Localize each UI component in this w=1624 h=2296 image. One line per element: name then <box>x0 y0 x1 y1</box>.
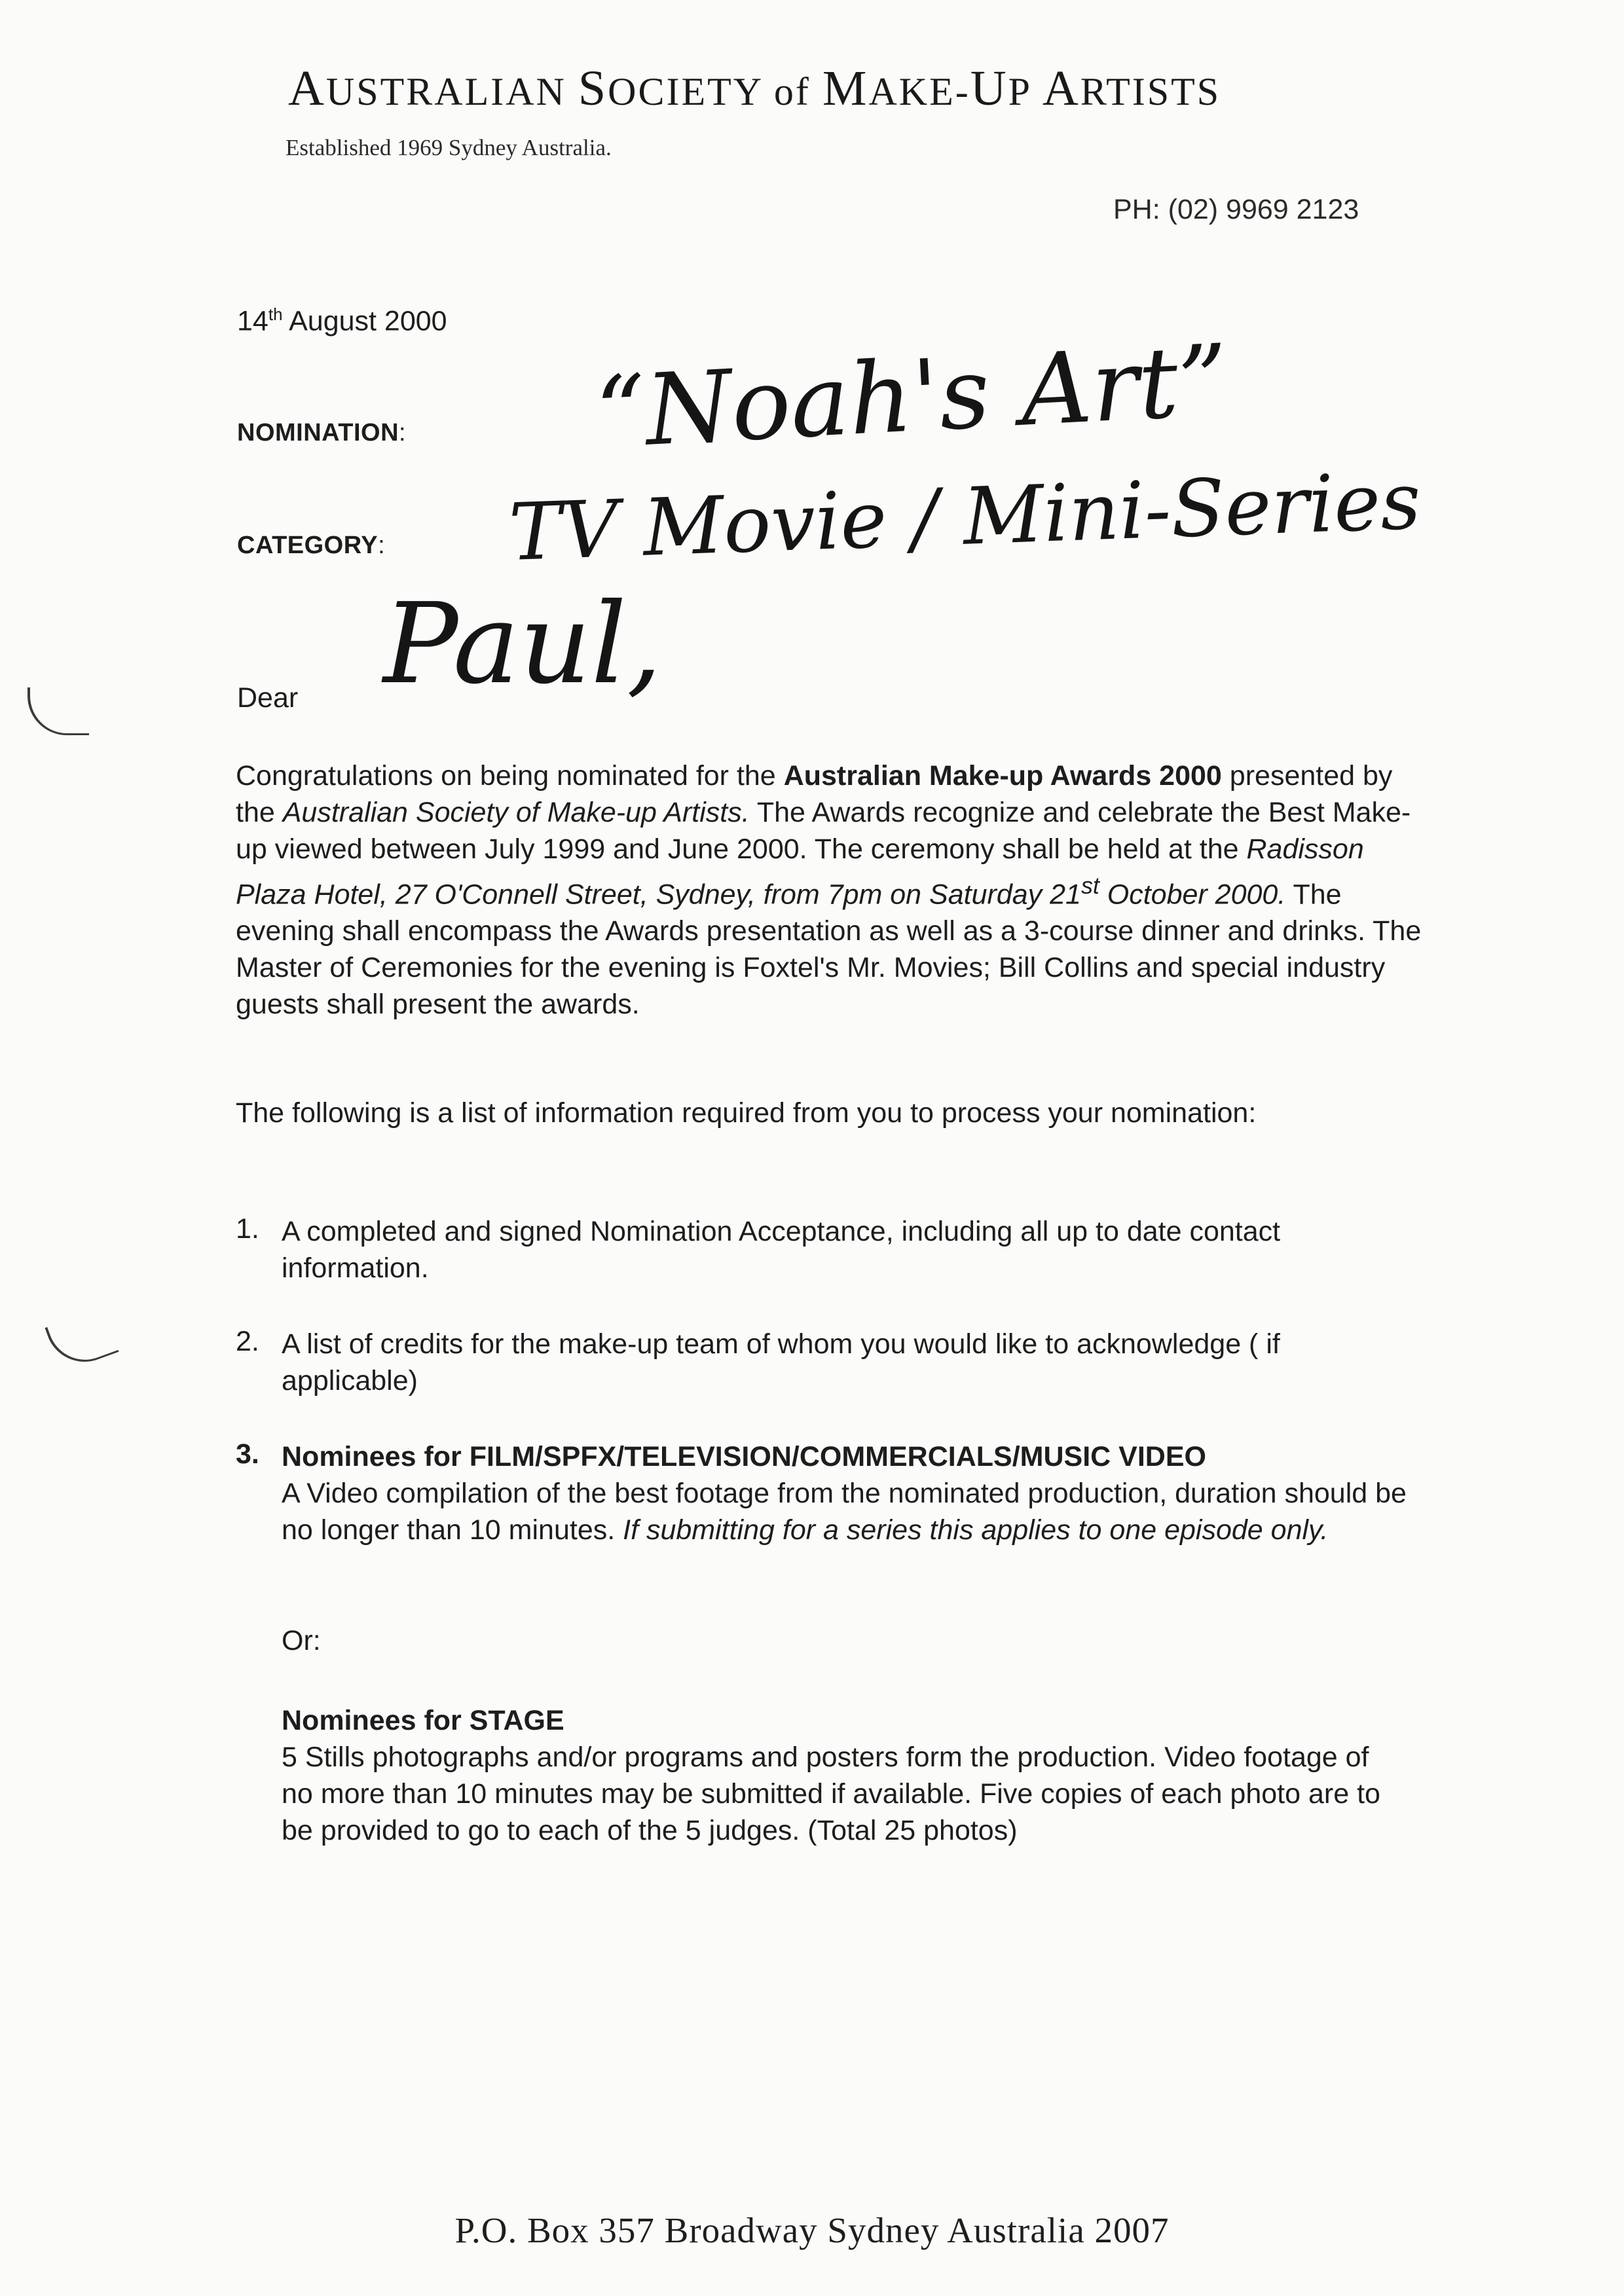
date-suffix: st <box>1080 873 1099 899</box>
org-word: RTISTS <box>1080 70 1221 113</box>
stage-heading: Nominees for STAGE <box>282 1705 564 1736</box>
awards-name: Australian Make-up Awards 2000 <box>783 760 1222 792</box>
organization-name <box>288 60 1221 117</box>
stage-text: 5 Stills photographs and/or programs and posters form the production. Video footage of no more than 10 minutes may be submitted if available. Five copies of each photo are to be provided to go to each of the 5 judges. (Total 25 photos) <box>282 1741 1380 1846</box>
text-run: A Video compilation of the best footage from the nominated production, duration should be no longer than 10 minutes. <box>282 1478 1407 1546</box>
footer-address: P.O. Box 357 Broadway Sydney Australia 2007 <box>454 2210 1170 2250</box>
list-number: 3. <box>236 1438 259 1470</box>
list-number: 1. <box>236 1213 259 1245</box>
venue-details: Radisson Plaza Hotel, 27 O'Connell Street, Sydney, from 7pm on Saturday 21 <box>236 833 1364 911</box>
text-run: The Awards recognize and celebrate the Best Make-up viewed between July 1999 and June 2000. The ceremony shall be held at the <box>236 797 1411 865</box>
colon: : <box>399 419 407 446</box>
org-initial: S <box>578 61 608 116</box>
category-label <box>237 532 385 560</box>
stage-section <box>282 1702 1408 1849</box>
org-word: USTRALIAN <box>325 70 566 113</box>
text-run: presented by the <box>236 760 1393 828</box>
list-item-film <box>282 1438 1408 1548</box>
org-word: P <box>1008 70 1031 113</box>
salutation-handwritten-name: Paul, <box>383 579 662 709</box>
colon: : <box>378 532 386 559</box>
org-word-of: of <box>773 70 811 113</box>
salutation-label: Dear <box>237 682 299 714</box>
org-word: AKE- <box>868 70 970 113</box>
category-handwritten: TV Movie / Mini-Series <box>507 456 1422 579</box>
text-run: Congratulations on being nominated for the <box>236 760 784 792</box>
nomination-label <box>237 419 406 447</box>
venue-date: October 2000. <box>1099 879 1286 911</box>
list-number: 2. <box>236 1326 259 1357</box>
org-word: OCIETY <box>608 70 762 113</box>
nomination-label-text: NOMINATION <box>237 419 399 446</box>
letter-date <box>237 304 447 337</box>
org-initial: U <box>970 61 1008 116</box>
phone-number: PH: (02) 9969 2123 <box>1113 194 1359 225</box>
requirements-intro: The following is a list of information required from you to process your nomination: <box>236 1097 1257 1129</box>
established-line: Established 1969 Sydney Australia. <box>286 135 612 160</box>
nomination-handwritten: “Noah's Art” <box>593 323 1231 471</box>
society-name: Australian Society of Make-up Artists. <box>282 797 750 828</box>
org-initial: A <box>288 61 326 116</box>
text-run: The evening shall encompass the Awards presentation as well as a 3-course dinner and drinks. The Master of Ceremonies for the evening is Foxtel's Mr. Movies; Bill Collins and special industry guests shall present the awards. <box>236 879 1422 1021</box>
date-suffix: th <box>268 304 283 324</box>
list-item-text: A completed and signed Nomination Acceptance, including all up to date contact information. <box>282 1216 1281 1284</box>
punch-hole-mark <box>28 687 89 735</box>
date-day: 14 <box>237 305 268 337</box>
list-item-text <box>282 1475 1408 1548</box>
category-label-text: CATEGORY <box>237 532 378 559</box>
list-item-heading: Nominees for FILM/SPFX/TELEVISION/COMMERCIALS/MUSIC VIDEO <box>282 1441 1206 1472</box>
list-item-text: A list of credits for the make-up team of whom you would like to acknowledge ( if applicable) <box>282 1328 1280 1396</box>
intro-paragraph <box>236 757 1428 1023</box>
or-label: Or: <box>282 1625 321 1656</box>
org-initial: A <box>1042 61 1080 116</box>
punch-hole-mark <box>45 1307 119 1373</box>
series-note: If submitting for a series this applies to one episode only. <box>623 1514 1329 1546</box>
org-initial: M <box>822 61 869 116</box>
date-rest: August 2000 <box>282 305 447 337</box>
